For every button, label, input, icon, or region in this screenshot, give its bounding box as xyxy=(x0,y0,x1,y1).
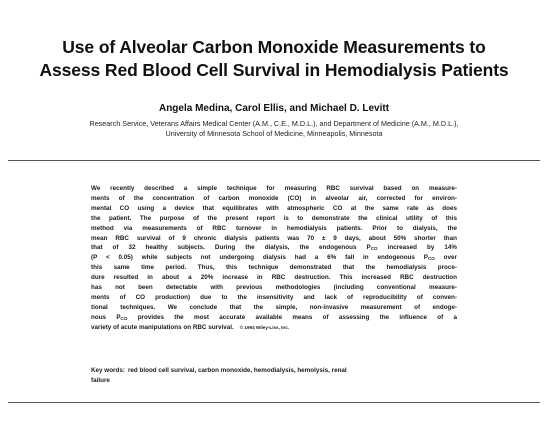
keywords xyxy=(91,366,457,386)
keywords-text: red blood cell survival, carbon monoxide, hemodialysis, hemolysis, renal xyxy=(127,367,347,374)
abstract-text: provides the most accurate available means of assessing the influence of a xyxy=(127,313,457,321)
title-line-2: Assess Red Blood Cell Survival in Hemodialysis Patients xyxy=(39,60,509,80)
abstract-line: We recently described a simple technique for measuring RBC survival based on measure- xyxy=(91,185,457,192)
abstract-line xyxy=(91,313,457,323)
keywords-label: Key words: xyxy=(91,367,125,374)
copyright-notice: © 1994 Wiley-Liss, Inc. xyxy=(239,324,290,330)
abstract-line: ments of the concentration of carbon monoxide (CO) in alveolar air, corrected for environ- xyxy=(91,194,457,202)
abstract-text: that of 32 healthy subjects. During the dialysis, the endogenous P xyxy=(91,244,371,252)
keywords-line xyxy=(91,366,457,376)
abstract-line: this same time period. Thus, this technique demonstrated that the hemodialysis proce- xyxy=(91,264,457,272)
affiliation-line-2: University of Minnesota School of Medicine, Minneapolis, Minnesota xyxy=(165,129,383,138)
abstract-text: nous P xyxy=(91,313,121,321)
abstract-line xyxy=(91,243,457,253)
keywords-line: failure xyxy=(91,376,110,384)
abstract-line: mean RBC survival of 9 chronic dialysis patients was 70 ± 9 days, about 50% shorter than xyxy=(91,234,457,242)
subscript-co: CO xyxy=(120,315,128,321)
affiliation xyxy=(0,119,548,139)
abstract-line xyxy=(91,323,457,333)
abstract xyxy=(91,184,457,333)
abstract-line: ments of CO production) due to the insensitivity and lack of reproducibility of conven- xyxy=(91,293,457,301)
subscript-co: CO xyxy=(427,256,435,262)
top-divider xyxy=(8,160,540,161)
title-line-1: Use of Alveolar Carbon Monoxide Measurements to xyxy=(62,37,486,57)
abstract-text: over xyxy=(434,254,457,262)
abstract-text: increased by 14% xyxy=(377,244,457,252)
abstract-line: tional techniques. We conclude that the simple, non-invasive measurement of endoge- xyxy=(91,303,457,311)
abstract-line: the patient. The purpose of the present report is to demonstrate the clinical utility of this xyxy=(91,214,457,222)
authors: Angela Medina, Carol Ellis, and Michael D. Levitt xyxy=(158,103,390,114)
abstract-line: has not been detectable with previous methodologies (including conventional measure- xyxy=(91,284,457,292)
abstract-line: mental CO using a device that equilibrates with atmospheric CO at the same rate as does xyxy=(91,204,457,212)
abstract-line: method via measurements of RBC turnover in hemodialysis patients. Prior to dialysis, the xyxy=(91,224,457,232)
paper-title xyxy=(0,36,548,82)
abstract-text: (P < 0.05) while subjects not undergoing dialysis had a 6% fall in endogenous P xyxy=(91,254,428,262)
abstract-line xyxy=(91,253,457,263)
affiliation-line-1: Research Service, Veterans Affairs Medical Center (A.M., C.E., M.D.L.), and Department of Medicine (A.M., M.D.L.), xyxy=(89,119,459,128)
abstract-line: dure resulted in about a 20% increase in RBC destruction. This increased RBC destruction xyxy=(91,274,457,282)
abstract-text: variety of acute manipulations on RBC survival. xyxy=(91,323,234,331)
bottom-divider xyxy=(8,402,540,403)
subscript-co: CO xyxy=(370,246,378,252)
